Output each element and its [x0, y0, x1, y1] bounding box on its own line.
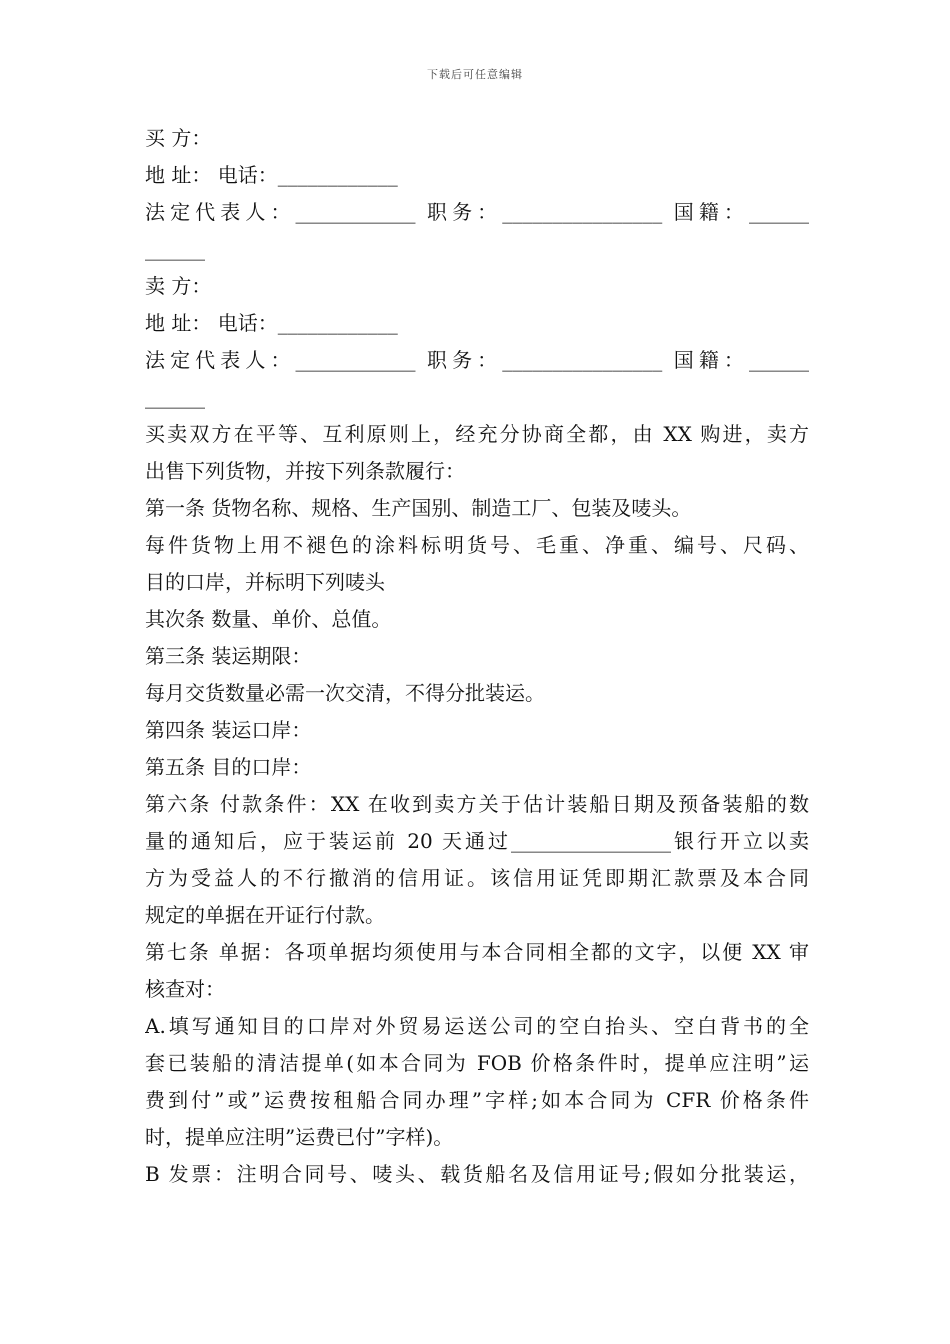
seller-nationality-continued: ______: [145, 385, 205, 409]
article-5-title: 第五条 目的口岸：: [145, 755, 312, 779]
item-a-text-3: 费到付”或”运费按租船合同办理”字样;如本合同为 CFR 价格条件: [145, 1088, 809, 1112]
buyer-label: 买 方：: [145, 126, 212, 150]
article-6-text-4: 规定的单据在开证行付款。: [145, 903, 385, 927]
seller-representative: 法定代表人：____________ 职务：________________ 国籍：______: [145, 348, 809, 372]
article-1-text-2: 目的口岸，并标明下列唛头: [145, 570, 385, 594]
header-note: 下载后可任意编辑: [427, 68, 523, 81]
article-6-text-3: 方为受益人的不行撤消的信用证。该信用证凭即期汇款票及本合同: [145, 866, 809, 890]
article-2-title: 其次条 数量、单价、总值。: [145, 607, 392, 631]
item-b-text-1: B 发票：注明合同号、唛头、载货船名及信用证号;假如分批装运，: [145, 1162, 809, 1186]
article-4-title: 第四条 装运口岸：: [145, 718, 312, 742]
article-3-title: 第三条 装运期限：: [145, 644, 312, 668]
item-a-text-4: 时，提单应注明”运费已付”字样)。: [145, 1125, 454, 1149]
preamble-line-1: 买卖双方在平等、互利原则上，经充分协商全都，由 XX 购进，卖方: [145, 422, 809, 446]
article-6-text-2: 量的通知后，应于装运前 20 天通过________________银行开立以卖: [145, 829, 809, 853]
article-1-text-1: 每件货物上用不褪色的涂料标明货号、毛重、净重、编号、尺码、: [145, 533, 809, 557]
article-6-text-1: 第六条 付款条件：XX 在收到卖方关于估计装船日期及预备装船的数: [145, 792, 809, 816]
item-a-text-1: A.填写通知目的口岸对外贸易运送公司的空白抬头、空白背书的全: [145, 1014, 809, 1038]
seller-label: 卖 方：: [145, 274, 212, 298]
article-7-text-1: 第七条 单据：各项单据均须使用与本合同相全都的文字，以便 XX 审: [145, 940, 809, 964]
contract-body: [145, 120, 809, 1193]
article-7-text-2: 核查对：: [145, 977, 225, 1001]
preamble-line-2: 出售下列货物，并按下列条款履行：: [145, 459, 465, 483]
buyer-representative: 法定代表人：____________ 职务：________________ 国籍：______: [145, 200, 809, 224]
item-a-text-2: 套已装船的清洁提单(如本合同为 FOB 价格条件时，提单应注明”运: [145, 1051, 809, 1075]
article-3-text: 每月交货数量必需一次交清，不得分批装运。: [145, 681, 545, 705]
buyer-address-phone: 地 址： 电话：____________: [145, 163, 398, 187]
buyer-nationality-continued: ______: [145, 237, 205, 261]
seller-address-phone: 地 址： 电话：____________: [145, 311, 398, 335]
article-1-title: 第一条 货物名称、规格、生产国别、制造工厂、包装及唛头。: [145, 496, 692, 520]
